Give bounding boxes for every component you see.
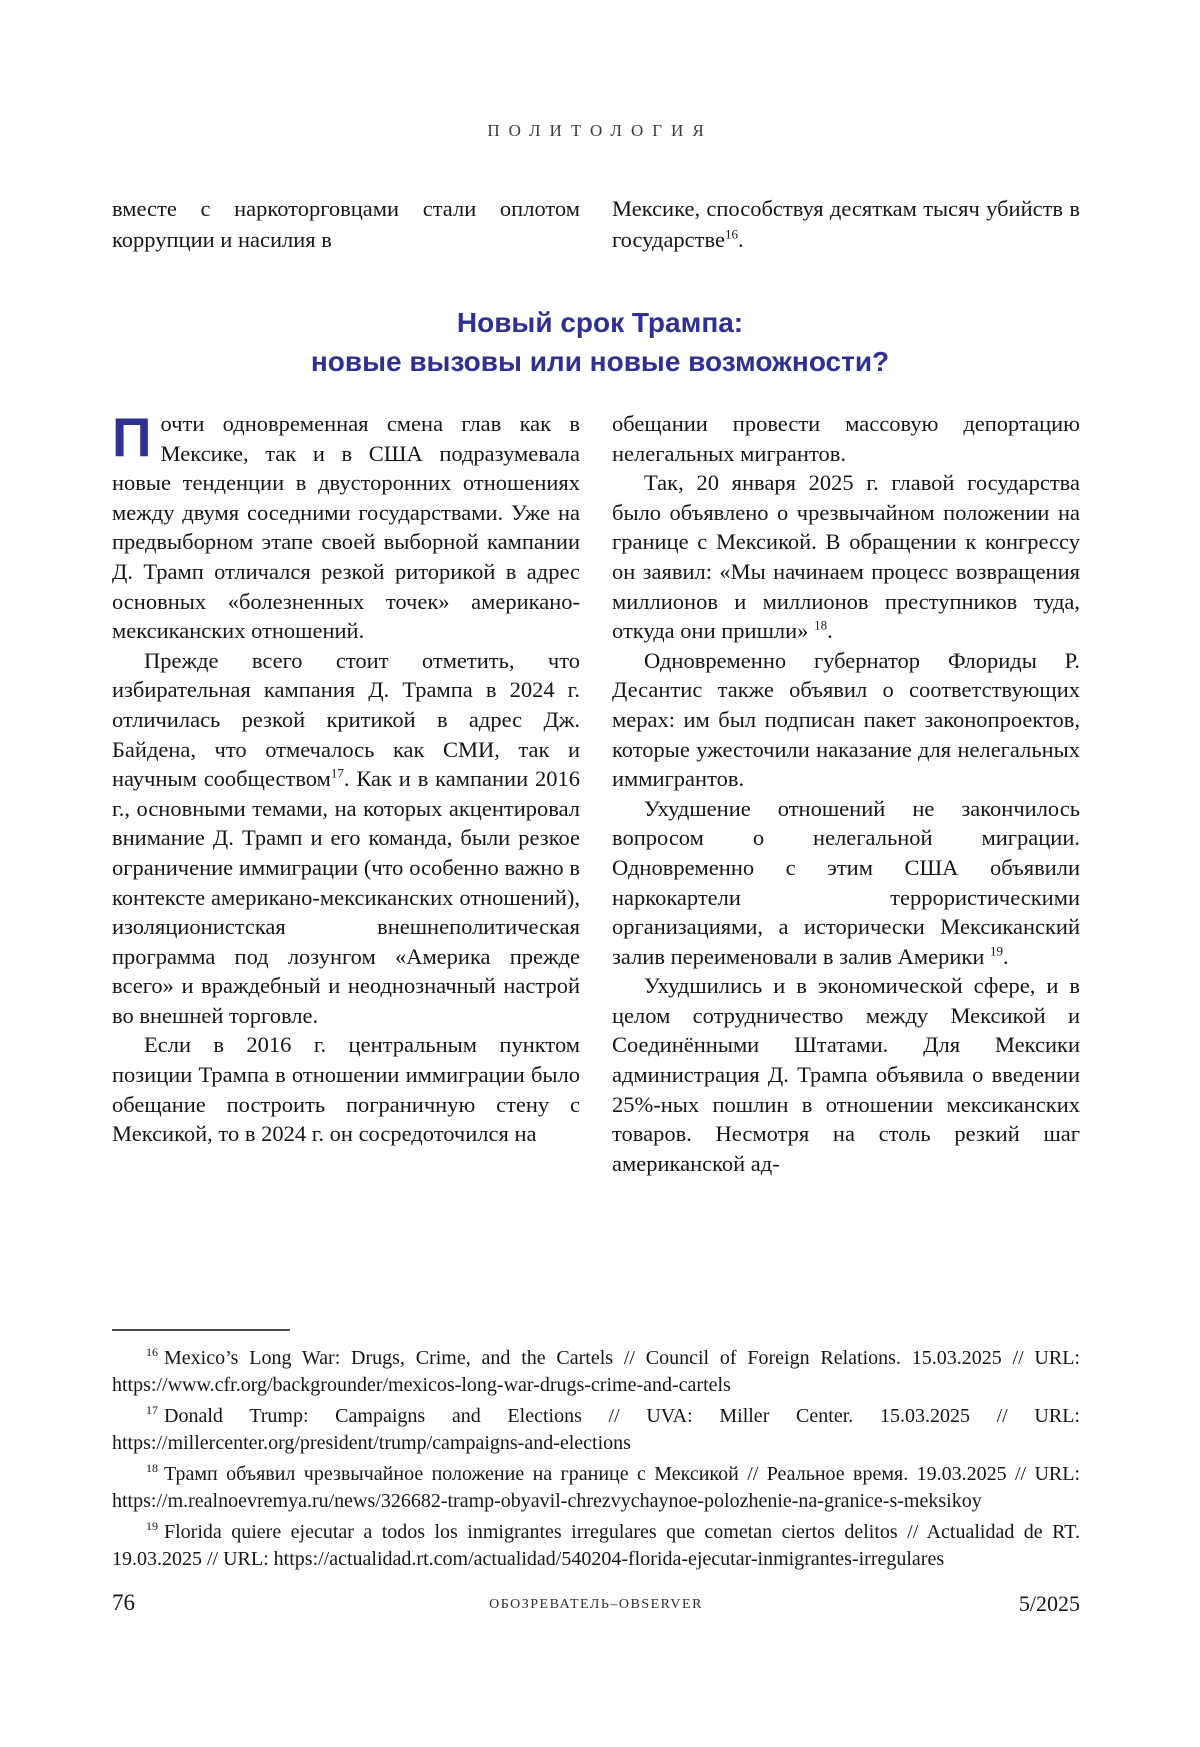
body-paragraph: Если в 2016 г. центральным пунктом позиции Трампа в отношении иммиграции было обещание построить пограничную стену с Мексикой, то в 2024 г. он сосредоточился на xyxy=(112,1032,580,1147)
intro-column-right: Мексике, способствуя десяткам тысяч убийств в государстве$^{16}$. xyxy=(612,196,1080,252)
footnote-ref: 16 xyxy=(724,226,738,242)
body-paragraph: Так, 20 января 2025 г. главой государства было объявлено о чрезвычайном положении на границе с Мексикой. В обращении к конгрессу он заявил: «Мы начинаем процесс возвращения миллионов и миллионов преступников туда, откуда они пришли» $^{18}$. xyxy=(612,470,1080,644)
body-column-left xyxy=(112,409,580,1331)
journal-name: ОБОЗРЕВАТЕЛЬ–OBSERVER xyxy=(489,1597,703,1612)
intro-column-left: вместе с наркоторговцами стали оплотом коррупции и насилия в xyxy=(112,196,580,252)
article-body xyxy=(112,409,1080,1331)
running-head: ПОЛИТОЛОГИЯ xyxy=(487,121,713,140)
footnote-ref: 17 xyxy=(330,765,344,781)
body-paragraph: Ухудшились и в экономической сфере, и в целом сотрудничество между Мексикой и Соединёнными Штатами. Для Мексики администрация Д. Трампа объявила о введении 25%-ных пошлин в отношении мексиканских товаров. Несмотря на столь резкий шаг американской ад- xyxy=(612,973,1080,1176)
intro-row xyxy=(112,193,1080,255)
drop-cap: П xyxy=(112,409,152,468)
footnote-number: 16 xyxy=(146,1345,158,1360)
footnote-separator xyxy=(112,1329,290,1331)
footnote: $^{16}$ Mexico’s Long War: Drugs, Crime, and the Cartels // Council of Foreign Relations. 15.03.2025 // URL: https://www.cfr.org/backgrounder/mexicos-long-war-drugs-crime-and-cartels xyxy=(112,1345,1080,1396)
body-paragraph: Одновременно губернатор Флориды Р. Десантис также объявил о соответствующих мерах: им был подписан пакет законопроектов, которые ужесточили наказание для нелегальных иммигрантов. xyxy=(612,647,1080,792)
page-number: 76 xyxy=(112,1590,135,1615)
page-footer xyxy=(112,1590,1080,1624)
footnote: $^{18}$ Трамп объявил чрезвычайное положение на границе с Мексикой // Реальное время. 19.03.2025 // URL: https://m.realnoevremya.ru/news/326682-tramp-obyavil-chrezvychaynoe-polozhenie-na-granice-s-meksikoy xyxy=(112,1461,1080,1512)
footnote-ref: 18 xyxy=(814,617,828,633)
body-paragraph: Прежде всего стоит отметить, что избирательная кампания Д. Трампа в 2024 г. отличилась резкой критикой в адрес Дж. Байдена, что отмечалось как СМИ, так и научным сообществом$^{17}$. Как и в кампании 2016 г., основными темами, на которых акцентировал внимание Д. Трамп и его команда, были резкое ограничение иммиграции (что особенно важно в контексте американо-мексиканских отношений), изоляционистская внешнеполитическая программа под лозунгом «Америка прежде всего» и враждебный и неоднозначный настрой во внешней торговле. xyxy=(112,647,580,1028)
section-title xyxy=(0,303,1200,381)
footnote: $^{19}$ Florida quiere ejecutar a todos los inmigrantes irregulares que cometan ciertos delitos // Actualidad de RT. 19.03.2025 // URL: https://actualidad.rt.com/actualidad/540204-florida-ejecutar-inmigrantes-irregulares xyxy=(112,1519,1080,1570)
body-column-right xyxy=(612,409,1080,1331)
footnote-number: 19 xyxy=(146,1519,158,1534)
footnote-ref: 19 xyxy=(990,943,1004,959)
body-paragraph: Почти одновременная смена глав как в Мексике, так и в США подразумевала новые тенденции в двусторонних отношениях между двумя соседними государствами. Уже на предвыборном этапе своей выборной кампании Д. Трамп отличался резкой риторикой в адрес основных «болезненных точек» американо-мексиканских отношений. xyxy=(112,409,580,644)
footnote: $^{17}$ Donald Trump: Campaigns and Elections // UVA: Miller Center. 15.03.2025 // URL: https://millercenter.org/president/trump/campaigns-and-elections xyxy=(112,1403,1080,1454)
body-paragraph: обещании провести массовую депортацию нелегальных мигрантов. xyxy=(612,411,1080,466)
footnotes xyxy=(112,1345,1080,1577)
section-title-line1: Новый срок Трампа: xyxy=(456,307,744,338)
footnote-number: 17 xyxy=(146,1403,158,1418)
body-paragraph: Ухудшение отношений не закончилось вопросом о нелегальной миграции. Одновременно с этим США объявили наркокартели террористическими организациями, а исторически Мексиканский залив переименовали в залив Америки $^{19}$. xyxy=(612,795,1080,969)
footnote-number: 18 xyxy=(146,1461,158,1476)
section-title-line2: новые вызовы или новые возможности? xyxy=(310,346,890,377)
issue-number: 5/2025 xyxy=(1018,1591,1080,1616)
